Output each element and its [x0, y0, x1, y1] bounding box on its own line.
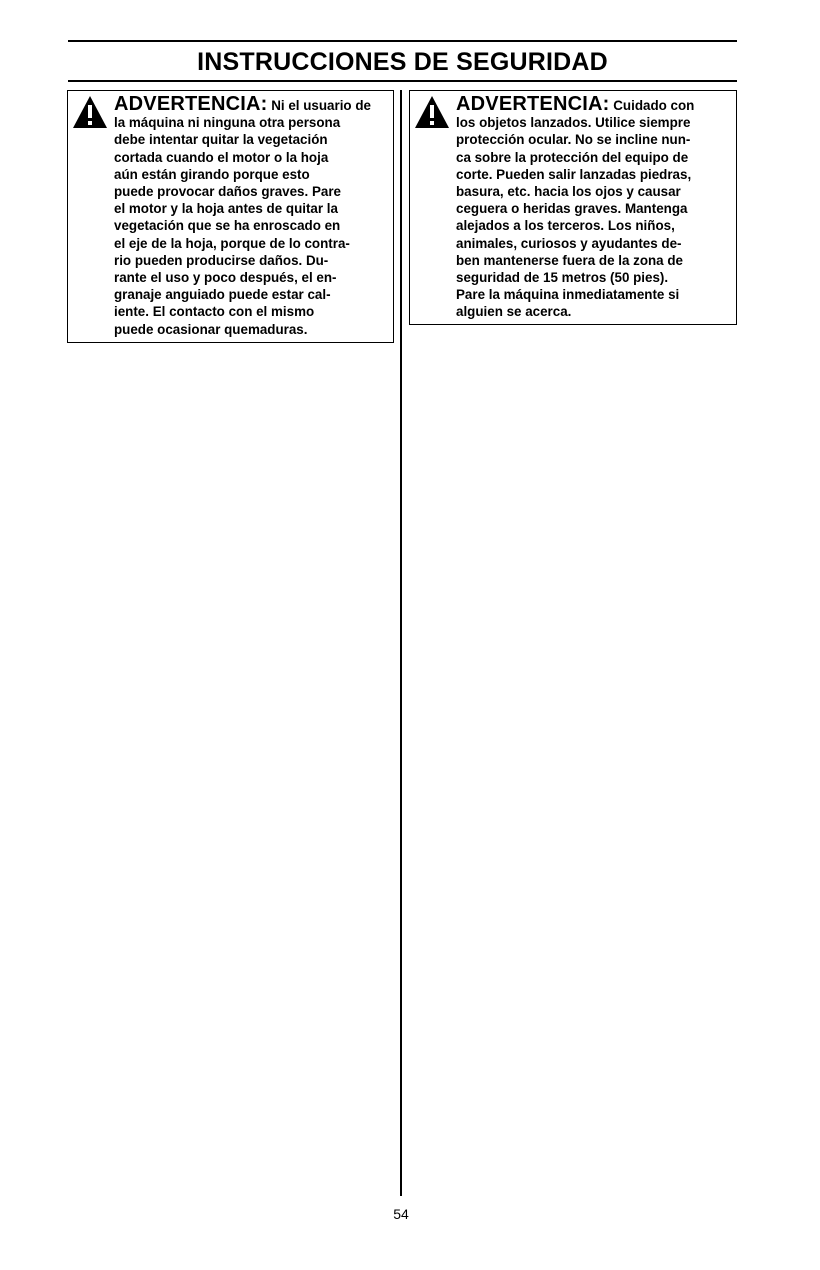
warning-line: debe intentar quitar la vegetación — [114, 132, 328, 148]
warning-line: ca sobre la protección del equipo de — [456, 149, 689, 165]
warning-box-blade-vegetation — [67, 90, 394, 343]
top-rule — [68, 40, 737, 42]
warning-line: alguien se acerca. — [456, 304, 572, 320]
warning-lead: ADVERTENCIA: — [114, 93, 268, 115]
warning-line: el eje de la hoja, porque de lo contra- — [114, 235, 350, 251]
warning-line: la máquina ni ninguna otra persona — [114, 115, 341, 131]
title-underline-rule — [68, 80, 737, 82]
warning-line: granaje anguiado puede estar cal- — [114, 287, 331, 303]
warning-line: los objetos lanzados. Utilice siempre — [456, 115, 691, 131]
page-title: INSTRUCCIONES DE SEGURIDAD — [197, 48, 608, 76]
warning-line: basura, etc. hacia los ojos y causar — [456, 184, 681, 200]
warning-box-thrown-objects — [409, 90, 737, 325]
warning-line: animales, curiosos y ayudantes de- — [456, 235, 682, 251]
warning-triangle-icon — [414, 95, 450, 129]
warning-line: vegetación que se ha enroscado en — [114, 218, 341, 234]
warning-line: iente. El contacto con el mismo — [114, 304, 315, 320]
warning-line: Ni el usuario de — [271, 98, 371, 113]
warning-text — [456, 93, 728, 321]
warning-lead: ADVERTENCIA: — [456, 93, 610, 115]
warning-line: puede ocasionar quemaduras. — [114, 321, 308, 337]
warning-line: rio pueden producirse daños. Du- — [114, 252, 329, 268]
warning-line: ben mantenerse fuera de la zona de — [456, 252, 683, 268]
warning-line: puede provocar daños graves. Pare — [114, 184, 341, 200]
warning-line: el motor y la hoja antes de quitar la — [114, 201, 338, 217]
warning-line: alejados a los terceros. Los niños, — [456, 218, 675, 234]
warning-line: rante el uso y poco después, el en- — [114, 270, 337, 286]
warning-line: aún están girando porque esto — [114, 166, 310, 182]
warning-line: cortada cuando el motor o la hoja — [114, 149, 329, 165]
warning-line: Cuidado con — [613, 98, 695, 113]
warning-line: Pare la máquina inmediatamente si — [456, 287, 680, 303]
column-divider — [400, 90, 402, 1196]
page-number: 54 — [393, 1206, 409, 1222]
warning-line: corte. Pueden salir lanzadas piedras, — [456, 166, 692, 182]
warning-line: seguridad de 15 metros (50 pies). — [456, 270, 669, 286]
warning-text — [114, 93, 385, 338]
warning-line: protección ocular. No se incline nun- — [456, 132, 691, 148]
warning-line: ceguera o heridas graves. Mantenga — [456, 201, 688, 217]
warning-triangle-icon — [72, 95, 108, 129]
